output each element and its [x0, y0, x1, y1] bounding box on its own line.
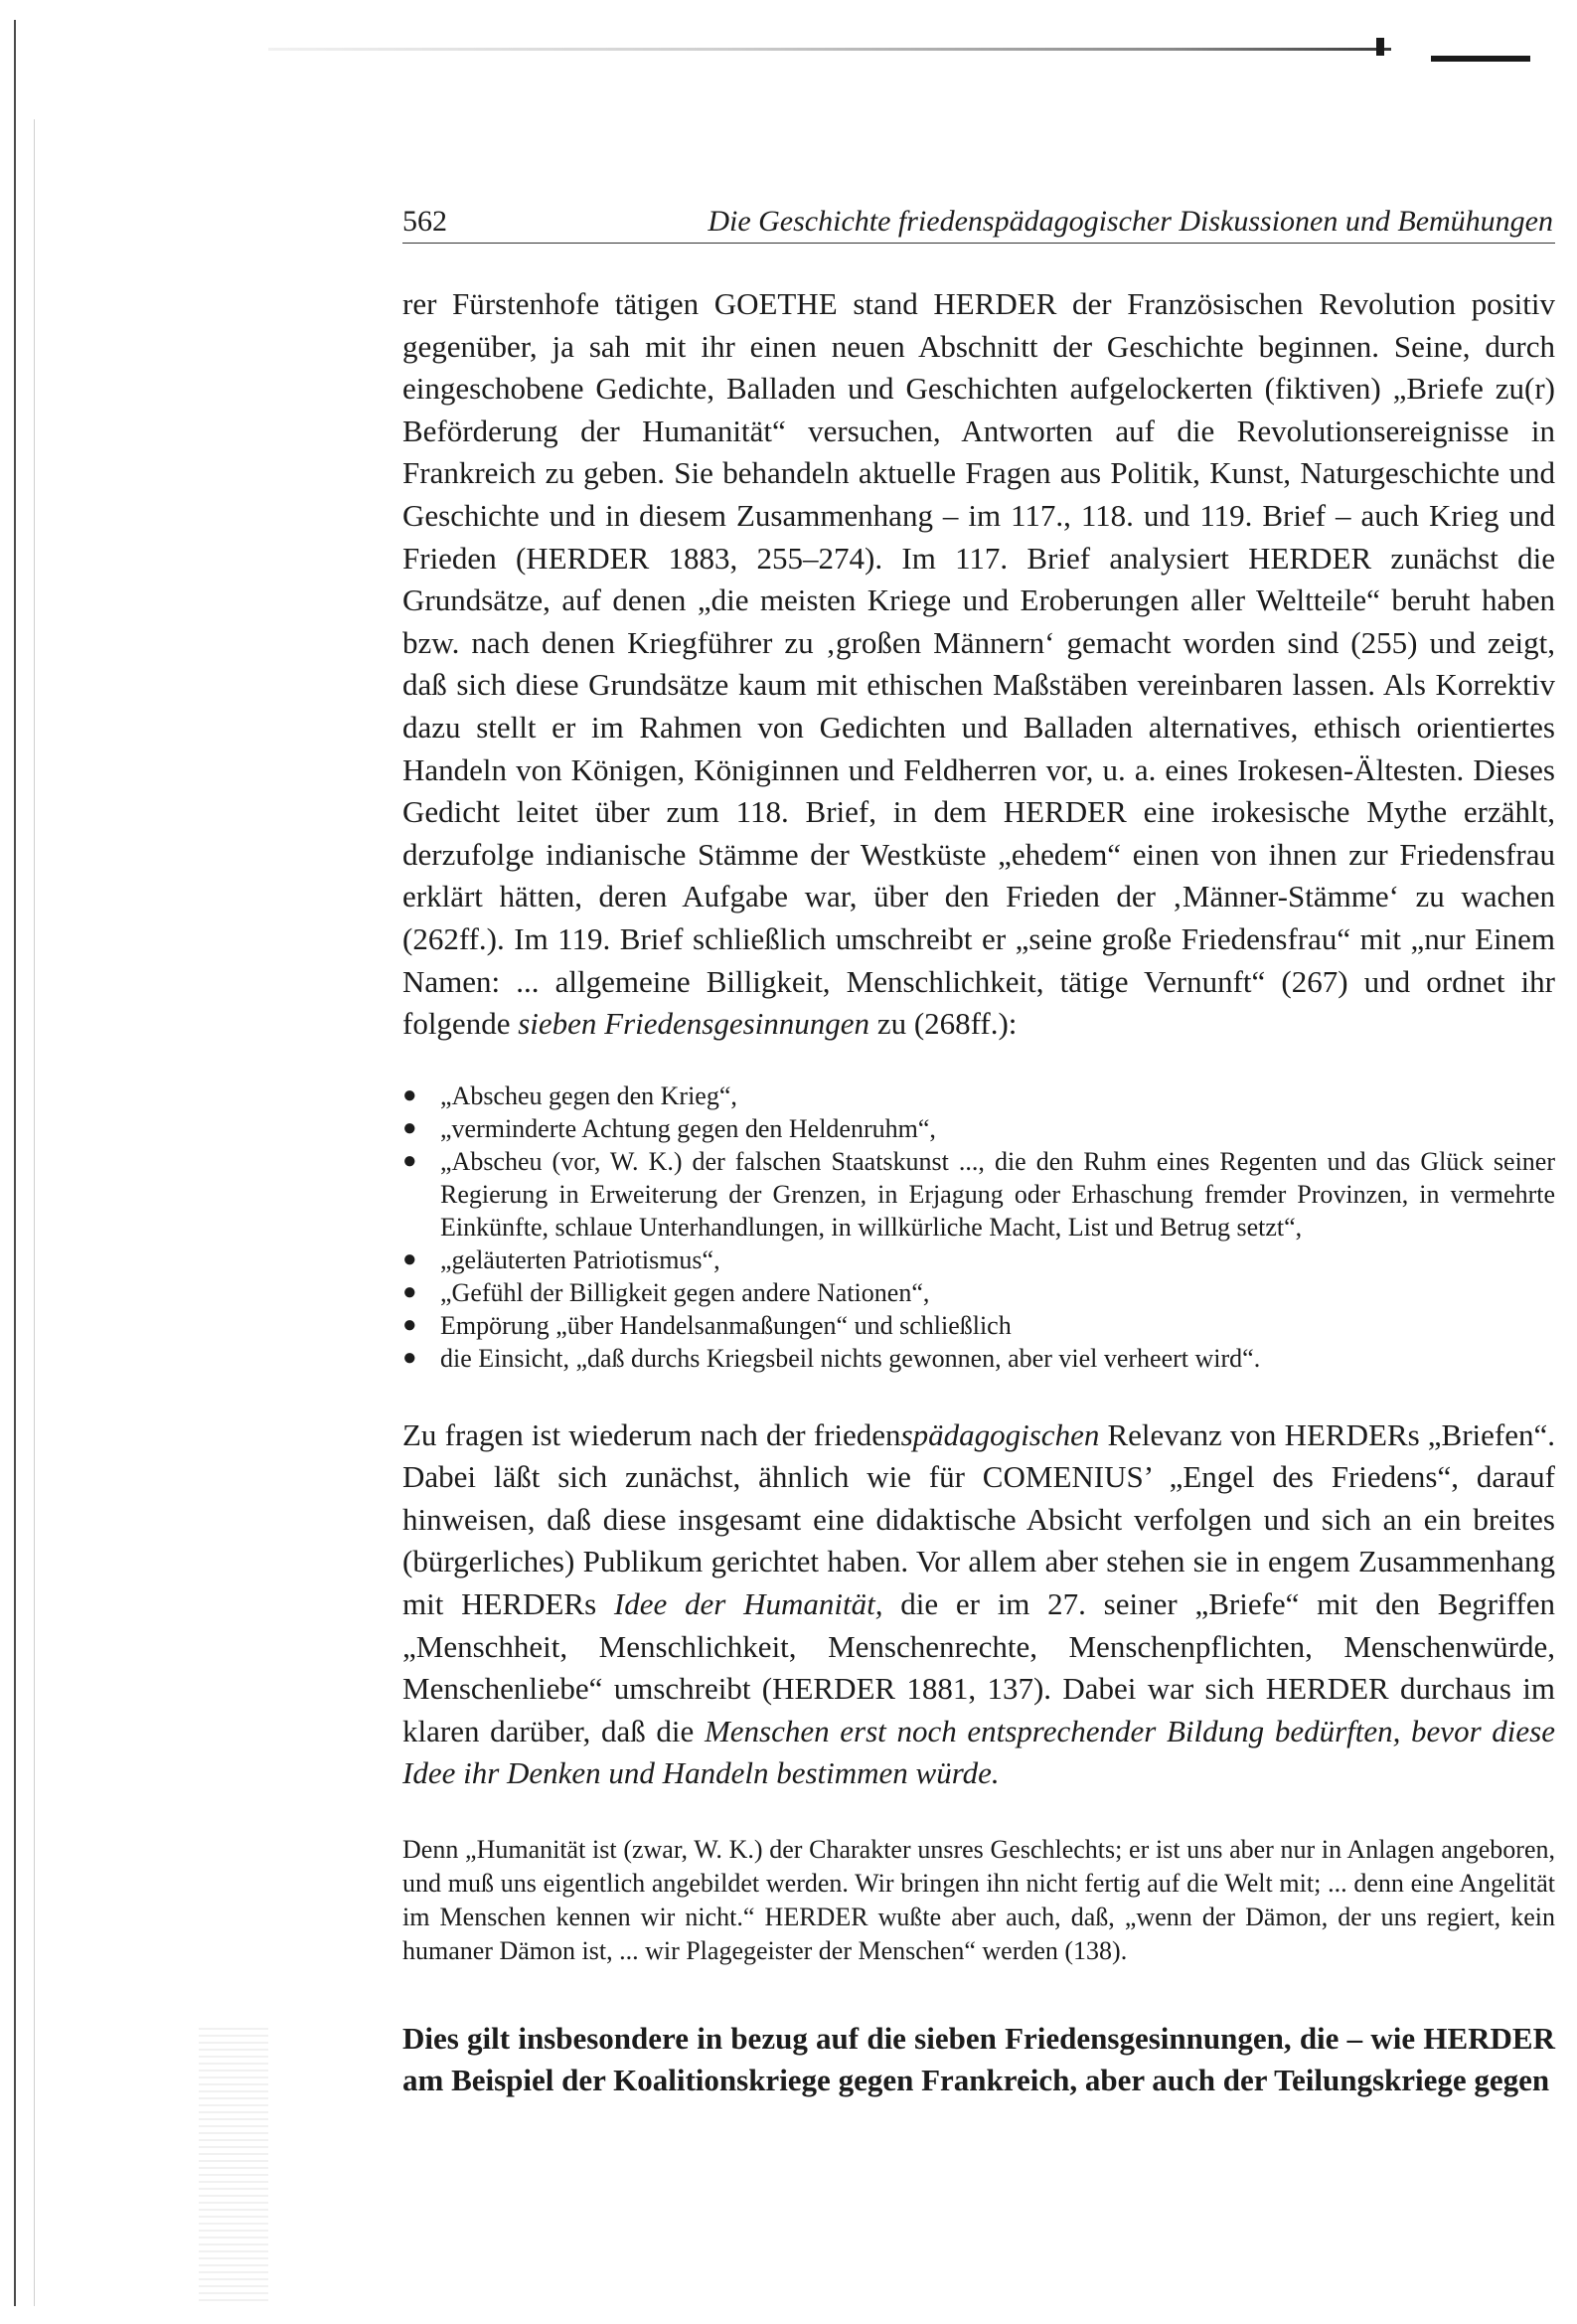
list-item-text: „Abscheu (vor, W. K.) der falschen Staatskunst ..., die den Ruhm eines Regenten und das Glück seiner Regierung in Erweiterung der Grenzen, in Erjagung oder Erhaschung fremder Provinzen, in vermehrte Einkünfte, schlaue Unterhandlungen, in willkürliche Macht, List und Betrug setzt“, — [440, 1146, 1555, 1242]
quote-paragraph: Denn „Humanität ist (zwar, W. K.) der Charakter unsres Geschlechts; er ist uns aber nur in Anlagen angeboren, und muß uns eigentlich angebildet werden. Wir bringen ihn nicht fertig auf die Welt mit; ... denn eine Angelität im Menschen kennen wir nicht.“ HERDER wußte aber auch, daß, „wenn der Dämon, der uns regiert, kein humaner Dämon ist, ... wir Plagegeister der Menschen“ werden (138). — [402, 1835, 1555, 1966]
list-item — [402, 1309, 1555, 1342]
list-item-text: Empörung „über Handelsanmaßungen“ und schließlich — [440, 1310, 1012, 1340]
list-item-text: „geläuterten Patriotismus“, — [440, 1245, 720, 1274]
list-item — [402, 1079, 1555, 1112]
bullet-icon: ● — [402, 1081, 417, 1108]
scan-top-mark — [1376, 38, 1384, 56]
bullet-icon: ● — [402, 1344, 417, 1371]
paragraph-2-text-b: Relevanz von HERDERs „Briefen“. Dabei läßt sich zunächst, ähnlich wie für COMENIUS’ „Engel des Friedens“, darauf hinweisen, daß diese insgesamt eine didaktische Absicht verfolgen und sich an ein breites (bürgerliches) Publikum gerichtet haben. Vor allem aber stehen sie in engem Zusammenhang mit HERDERs — [402, 1416, 1555, 1622]
bullet-icon: ● — [402, 1114, 417, 1141]
page-number: 562 — [402, 205, 447, 238]
bullet-icon: ● — [402, 1278, 417, 1305]
paragraph-2-text-c: die er im 27. seiner „Briefe“ mit den Begriffen „Menschheit, Menschlichkeit, Menschenrechte, Menschenpflichten, Menschenwürde, Menschenliebe“ umschreibt (HERDER 1881, 137). Dabei war sich HERDER durchaus im klaren darüber, daß die — [402, 1586, 1555, 1748]
scan-top-edge — [268, 48, 1391, 51]
page-header — [402, 199, 1555, 244]
document-page — [402, 199, 1555, 2101]
final-paragraph: Dies gilt insbesondere in bezug auf die sieben Friedensgesinnungen, die – wie HERDER am Beispiel der Koalitionskriege gegen Frankreich, aber auch der Teilungskriege gegen — [402, 2021, 1555, 2098]
paragraph-2 — [402, 1414, 1555, 1795]
list-item — [402, 1244, 1555, 1276]
bullet-icon: ● — [402, 1311, 417, 1338]
list-item-text: „Gefühl der Billigkeit gegen andere Nationen“, — [440, 1277, 930, 1307]
list-item-text: „Abscheu gegen den Krieg“, — [440, 1080, 737, 1110]
scan-edge-shadow — [34, 119, 35, 2306]
paragraph-2-emphasis-a: spädagogischen — [900, 1416, 1100, 1452]
scan-top-corner-mark — [1431, 56, 1530, 62]
bullet-icon: ● — [402, 1147, 417, 1174]
paragraph-1-end: zu (268ff.): — [869, 1006, 1018, 1042]
scan-edge-left — [14, 20, 20, 2306]
list-item — [402, 1145, 1555, 1244]
paragraph-1-emphasis: sieben Friedensgesinnungen — [518, 1006, 870, 1042]
list-item — [402, 1112, 1555, 1145]
list-item — [402, 1342, 1555, 1375]
paragraph-2-text-a: Zu fragen ist wiederum nach der frieden — [402, 1416, 901, 1452]
list-item-text: die Einsicht, „daß durchs Kriegsbeil nichts gewonnen, aber viel verheert wird“. — [440, 1343, 1261, 1373]
paragraph-2-emphasis-b: Idee der Humanität, — [613, 1586, 883, 1622]
list-item — [402, 1276, 1555, 1309]
list-item-text: „verminderte Achtung gegen den Heldenruhm“, — [440, 1113, 936, 1143]
binding-shadow — [199, 2028, 268, 2306]
paragraph-1-text: rer Fürstenhofe tätigen GOETHE stand HERDER der Französischen Revolution positiv gegenüber, ja sah mit ihr einen neuen Abschnitt der Geschichte beginnen. Seine, durch eingeschobene Gedichte, Balladen und Geschichten aufgelockerten (fiktiven) „Briefe zu(r) Beförderung der Humanität“ versuchen, Antworten auf die Revolutionsereignisse in Frankreich zu geben. Sie behandeln aktuelle Fragen aus Politik, Kunst, Naturgeschichte und Geschichte und in diesem Zusammenhang – im 117., 118. und 119. Brief – auch Krieg und Frieden (HERDER 1883, 255–274). Im 117. Brief analysiert HERDER zunächst die Grundsätze, auf denen „die meisten Kriege und Eroberungen aller Weltteile“ beruht haben bzw. nach denen Kriegführer zu ‚großen Männern‘ gemacht worden sind (255) und zeigt, daß sich diese Grundsätze kaum mit ethischen Maßstäben vereinbaren lassen. Als Korrektiv dazu stellt er im Rahmen von Gedichten und Balladen alternatives, ethisch orientiertes Handeln von Königen, Königinnen und Feldherren vor, u. a. eines Irokesen-Ältesten. Dieses Gedicht leitet über zum 118. Brief, in dem HERDER eine irokesische Mythe erzählt, derzufolge indianische Stämme der Westküste „ehedem“ einen von ihnen zur Friedensfrau erklärt hätten, deren Aufgabe war, über den Frieden der ‚Männer-Stämme‘ zu wachen (262ff.). Im 119. Brief schließlich umschreibt er „seine große Friedensfrau“ mit „nur Einem Namen: ... allgemeine Billigkeit, Menschlichkeit, tätige Vernunft“ (267) und ordnet ihr folgende — [402, 286, 1555, 1042]
peace-attitudes-list — [402, 1079, 1555, 1375]
running-title: Die Geschichte friedenspädagogischer Diskussionen und Bemühungen — [708, 205, 1553, 238]
paragraph-1 — [402, 283, 1555, 1046]
bullet-icon: ● — [402, 1245, 417, 1272]
paragraph-2-emphasis-c: Menschen erst noch entsprechender Bildung bedürften, bevor diese Idee ihr Denken und Handeln bestimmen würde. — [402, 1713, 1555, 1791]
